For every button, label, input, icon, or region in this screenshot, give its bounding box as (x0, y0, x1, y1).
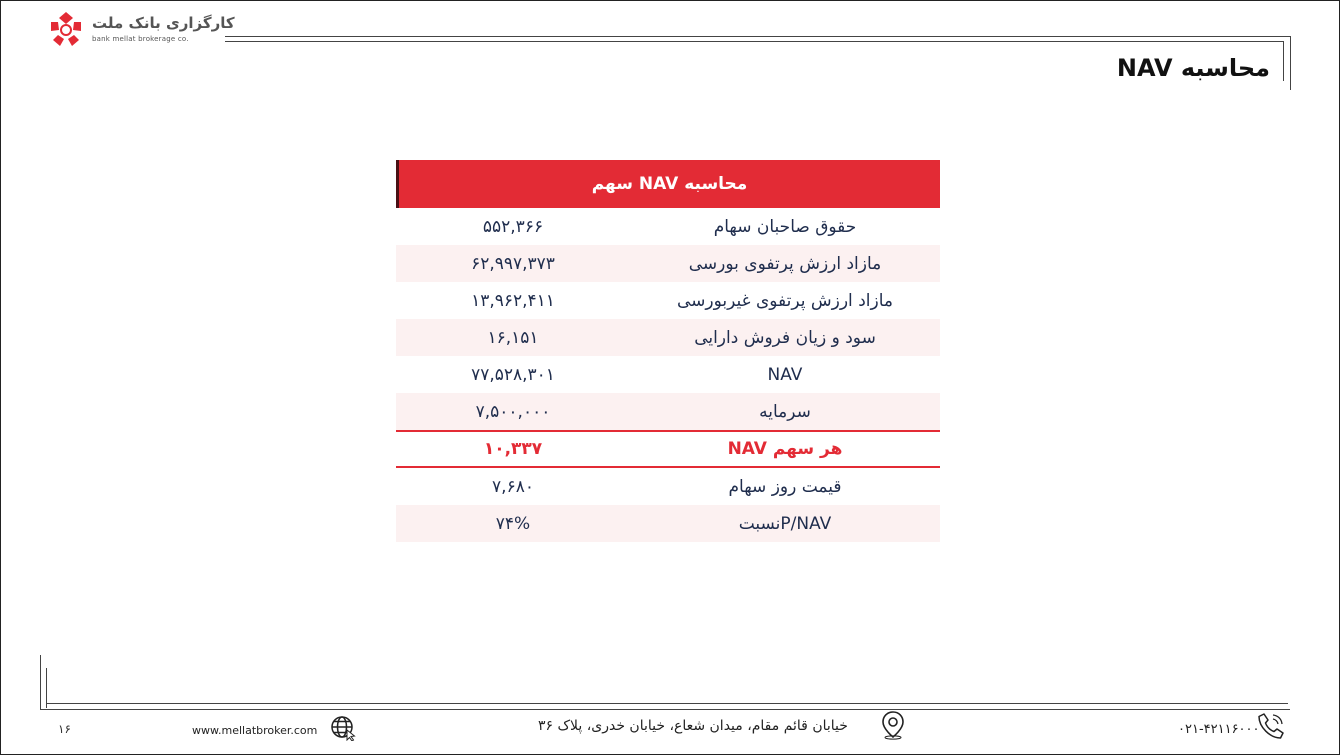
row-value: ۷۴% (495, 513, 531, 534)
website-link[interactable]: www.mellatbroker.com (192, 724, 318, 737)
phone-number[interactable]: ۰۲۱-۴۲۱۱۶۰۰۰ (1178, 722, 1260, 737)
footer-rule (46, 703, 1288, 704)
row-label: مازاد ارزش پرتفوی بورسی (688, 253, 882, 274)
row-value: ۷۷,۵۲۸,۳۰۱ (471, 364, 555, 385)
globe-icon (330, 715, 356, 741)
table-row (396, 319, 940, 356)
header-rule-vertical (1290, 36, 1291, 90)
footer-rule-vertical (46, 668, 47, 708)
header-rule-vertical (1283, 41, 1284, 81)
row-label: هر سهم NAV (727, 439, 843, 459)
row-value: ۵۵۲,۳۶۶ (482, 216, 544, 237)
location-pin-icon (880, 710, 906, 740)
header-rule (225, 41, 1283, 42)
row-label: حقوق صاحبان سهام (713, 216, 857, 237)
brand-name-fa: کارگزاری بانک ملت (92, 14, 235, 32)
row-value: ۱۳,۹۶۲,۴۱۱ (471, 290, 555, 311)
row-value: ۷,۵۰۰,۰۰۰ (475, 401, 551, 422)
table-row (396, 245, 940, 282)
row-value: ۶۲,۹۹۷,۳۷۳ (471, 253, 555, 274)
table-row (396, 393, 940, 430)
row-label: قیمت روز سهام (728, 476, 842, 497)
footer-rule (40, 709, 1290, 710)
table-row (396, 208, 940, 245)
footer-rule-vertical (40, 655, 41, 710)
phone-icon (1256, 711, 1286, 741)
row-label: P/NAVنسبت (738, 513, 832, 534)
row-value: ۱۰,۳۳۷ (483, 439, 543, 459)
page-number: ۱۶ (58, 722, 71, 736)
header-rule (225, 36, 1290, 37)
page-title: محاسبه NAV (1116, 54, 1270, 82)
table-row (396, 356, 940, 393)
bank-mellat-logo-icon (46, 10, 86, 50)
row-label: سود و زیان فروش دارایی (694, 327, 876, 348)
table-row-highlighted (396, 430, 940, 468)
row-value: ۱۶,۱۵۱ (487, 327, 539, 348)
row-value: ۷,۶۸۰ (492, 476, 534, 497)
row-label: مازاد ارزش پرتفوی غیربورسی (677, 290, 893, 311)
table-row (396, 282, 940, 319)
table-row (396, 468, 940, 505)
brand-name-en: bank mellat brokerage co. (92, 35, 189, 43)
row-label: سرمایه (759, 401, 811, 422)
row-label: NAV (767, 364, 803, 385)
nav-calculation-table (396, 160, 940, 542)
table-header: محاسبه NAV سهم (396, 160, 940, 208)
office-address: خیابان قائم مقام، میدان شعاع، خیابان خدری، پلاک ۳۶ (538, 718, 848, 734)
table-row (396, 505, 940, 542)
